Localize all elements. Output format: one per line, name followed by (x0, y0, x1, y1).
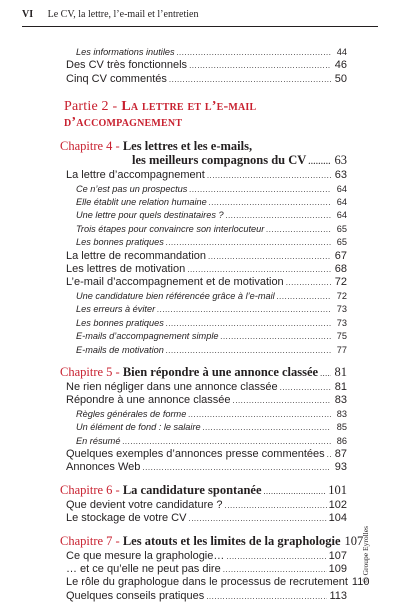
toc-entry[interactable] (60, 276, 347, 289)
entry-label: Elle établit une relation humaine (76, 197, 207, 208)
dot-leader (188, 512, 326, 525)
toc-entry[interactable] (60, 448, 347, 461)
dot-leader (169, 73, 331, 86)
page-number: 83 (336, 408, 347, 419)
dot-leader (206, 590, 327, 603)
chapter-heading-line2[interactable] (60, 153, 347, 169)
toc-entry[interactable] (60, 499, 347, 512)
page-number: 75 (336, 331, 347, 342)
toc-entry[interactable] (60, 263, 347, 276)
dot-leader (233, 394, 331, 407)
page-number: 44 (336, 47, 347, 57)
page-number: 85 (336, 422, 347, 433)
dot-leader (286, 276, 331, 289)
toc-subentry[interactable] (60, 209, 347, 222)
entry-label: Quelques exemples d’annonces presse commentées (66, 447, 325, 460)
toc-entry[interactable] (60, 59, 347, 72)
chapter-number: Chapitre 4 - (60, 139, 120, 154)
page-number: 87 (334, 447, 347, 460)
chapter-number: Chapitre 5 - (60, 364, 120, 379)
toc-subentry[interactable] (60, 223, 347, 236)
chapter-heading[interactable] (60, 483, 347, 499)
toc-entry[interactable] (60, 563, 347, 576)
page-number: 72 (334, 276, 347, 289)
dot-leader (277, 290, 331, 303)
entry-label: L’e-mail d’accompagnement et de motivation (66, 276, 284, 289)
toc-subentry[interactable] (60, 317, 347, 330)
running-title: Le CV, la lettre, l’e-mail et l’entretien (47, 9, 199, 20)
page-number: 102 (328, 498, 347, 511)
toc-subentry[interactable] (60, 435, 347, 448)
entry-label: Trois étapes pour convaincre son interlocuteur (76, 223, 265, 234)
dot-leader (327, 448, 331, 461)
toc-subentry[interactable] (60, 303, 347, 316)
dot-leader (320, 367, 331, 381)
entry-label: Les erreurs à éviter (76, 304, 156, 315)
dot-leader (220, 330, 331, 343)
toc-subentry[interactable] (60, 183, 347, 196)
toc-subentry[interactable] (60, 330, 347, 343)
dot-leader (142, 461, 331, 474)
chapter-entries (60, 381, 347, 475)
header-rule (22, 26, 378, 27)
page-number: 107 (328, 549, 347, 562)
chapter-number: Chapitre 6 - (60, 482, 120, 497)
toc-entry[interactable] (60, 169, 347, 182)
page-number: 104 (328, 512, 347, 525)
chapter-entries (60, 169, 347, 357)
dot-leader (189, 183, 331, 196)
dot-leader (226, 209, 331, 222)
page-number: 113 (329, 589, 347, 602)
entry-label: Le stockage de votre CV (66, 512, 187, 525)
toc-entry[interactable] (60, 590, 347, 603)
entry-label: Une candidature bien référencée grâce à l’e-mail (76, 290, 275, 301)
dot-leader (166, 344, 331, 357)
entry-label: Répondre à une annonce classée (66, 394, 231, 407)
toc-subentry[interactable] (60, 236, 347, 249)
toc-entry[interactable] (60, 576, 370, 589)
running-header (22, 9, 199, 20)
entry-label: Un élément de fond : le salaire (76, 422, 201, 433)
part-number: Partie 2 - (64, 99, 118, 115)
entry-label: La lettre de recommandation (66, 249, 207, 262)
dot-leader (203, 421, 331, 434)
dot-leader (264, 485, 327, 499)
page-number: 65 (336, 223, 347, 234)
dot-leader (177, 46, 331, 59)
toc-entry[interactable] (60, 394, 347, 407)
dot-leader (209, 196, 331, 209)
page-number: 77 (336, 344, 347, 355)
toc-subentry[interactable] (60, 290, 347, 303)
dot-leader (187, 263, 331, 276)
entry-label: Règles générales de forme (76, 408, 187, 419)
toc-subentry[interactable] (60, 46, 347, 59)
page-number: 110 (351, 576, 370, 589)
entry-label: Une lettre pour quels destinataires ? (76, 210, 224, 221)
entry-label: E-mails de motivation (76, 344, 164, 355)
chapter-entries (60, 499, 347, 526)
toc-subentry[interactable] (60, 196, 347, 209)
page-number: 83 (334, 394, 347, 407)
dot-leader (308, 155, 331, 169)
dot-leader (122, 435, 331, 448)
entry-label: … et ce qu’elle ne peut pas dire (66, 562, 221, 575)
toc-entry[interactable] (60, 461, 347, 474)
entry-label: Les lettres de motivation (66, 263, 186, 276)
entry-label: Les bonnes pratiques (76, 237, 164, 248)
page-number: 73 (336, 317, 347, 328)
dot-leader (207, 169, 331, 182)
toc-entry[interactable] (60, 73, 347, 86)
copyright-credit: © Groupe Eyrolles (361, 526, 370, 583)
page-number: 64 (336, 210, 347, 221)
toc-subentry[interactable] (60, 408, 347, 421)
page-number: 73 (336, 304, 347, 315)
chapter-title: Les lettres et les e-mails, (122, 139, 253, 154)
page-number: 63 (334, 153, 347, 168)
chapter-title: La candidature spontanée (122, 482, 262, 497)
dot-leader (157, 303, 331, 316)
toc-subentry[interactable] (60, 421, 347, 434)
entry-label: Que devient votre candidature ? (66, 498, 223, 511)
top-entries (60, 46, 347, 86)
dot-leader (208, 250, 331, 263)
chapter-heading[interactable] (60, 533, 364, 550)
dot-leader (280, 381, 331, 394)
page-number: 109 (328, 562, 347, 575)
page-folio: VI (22, 9, 34, 20)
dot-leader (189, 59, 331, 72)
chapter-title: Bien répondre à une annonce classée (122, 364, 319, 379)
chapter-number: Chapitre 7 - (60, 533, 120, 548)
page-number: 65 (336, 237, 347, 248)
toc-entry[interactable] (60, 381, 347, 394)
page-number: 93 (334, 461, 347, 474)
chapter-heading[interactable] (60, 139, 347, 153)
entry-label: En résumé (76, 435, 121, 446)
page-number: 86 (336, 435, 347, 446)
part-title: La lettre et l’e-mail d’accompagnement (64, 99, 257, 131)
page-number: 107 (344, 533, 364, 548)
page-number: 64 (336, 183, 347, 194)
entry-label: La lettre d’accompagnement (66, 169, 205, 182)
entry-label: Ce que mesure la graphologie… (66, 549, 225, 562)
entry-label: Cinq CV commentés (66, 72, 167, 85)
page-number: 72 (336, 290, 347, 301)
dot-leader (226, 550, 326, 563)
entry-label: Ne rien négliger dans une annonce classée (66, 380, 278, 393)
page-number: 101 (328, 482, 347, 497)
page-number: 81 (334, 364, 347, 379)
entry-label: Ce n’est pas un prospectus (76, 183, 188, 194)
entry-label: Le rôle du graphologue dans le processus de recrutement (66, 576, 348, 589)
entry-label: Les bonnes pratiques (76, 317, 164, 328)
dot-leader (225, 499, 327, 512)
page-number: 50 (334, 72, 347, 85)
entry-label: Annonces Web (66, 461, 141, 474)
toc-entry[interactable] (60, 550, 347, 563)
dot-leader (166, 236, 331, 249)
part-heading (64, 99, 347, 131)
dot-leader (223, 563, 327, 576)
page-number: 67 (334, 249, 347, 262)
entry-label: Quelques conseils pratiques (66, 589, 205, 602)
entry-label: Les informations inutiles (76, 47, 175, 57)
page-number: 81 (334, 380, 347, 393)
dot-leader (266, 223, 331, 236)
toc-entry[interactable] (60, 512, 347, 525)
dot-leader (188, 408, 331, 421)
entry-label: E-mails d’accompagnement simple (76, 331, 219, 342)
chapter-heading[interactable] (60, 365, 347, 381)
toc-subentry[interactable] (60, 344, 347, 357)
page-number: 46 (334, 59, 347, 72)
dot-leader (166, 317, 331, 330)
page-number: 63 (334, 169, 347, 182)
page-number: 68 (334, 263, 347, 276)
chapter-title: Les atouts et les limites de la graphologie (122, 533, 341, 548)
page-number: 64 (336, 197, 347, 208)
entry-label: Des CV très fonctionnels (66, 59, 188, 72)
chapter-title-continued: les meilleurs compagnons du CV (132, 153, 307, 168)
toc-entry[interactable] (60, 250, 347, 263)
